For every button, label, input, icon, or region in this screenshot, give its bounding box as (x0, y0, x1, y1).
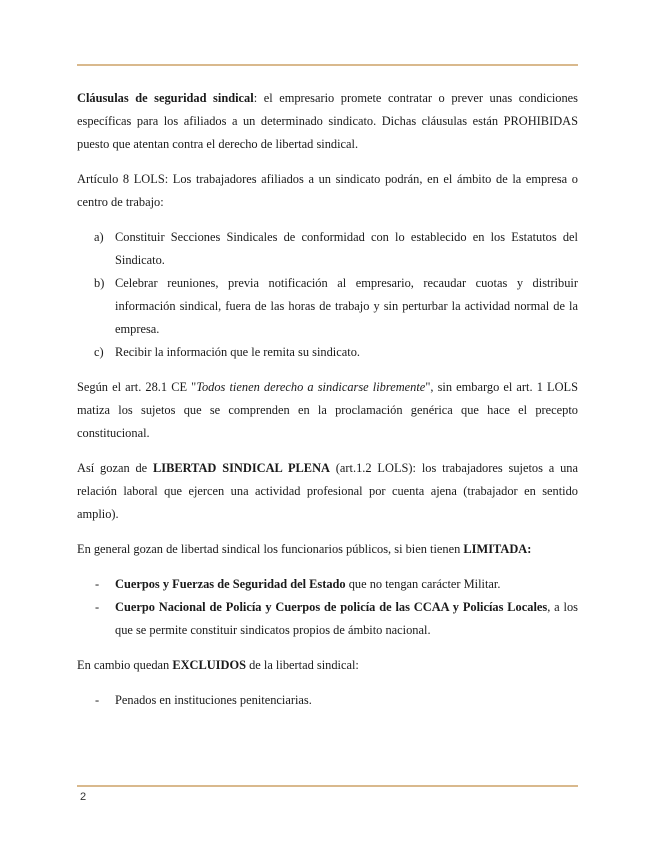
paragraph-text: ", sin embargo el art. 1 LOLS matiza los sujetos que se comprenden en la proclamación genérica que hace el precepto constitucional. (77, 380, 578, 440)
paragraph-libertad-plena (77, 457, 578, 526)
paragraph-clausulas (77, 87, 578, 156)
list-marker: a) (94, 230, 104, 244)
paragraph-text: de la libertad sindical: (246, 658, 359, 672)
term-excluidos: EXCLUIDOS (172, 658, 246, 672)
page-number: 2 (80, 791, 87, 803)
paragraph-text: (art.1.2 LOLS): los trabajadores sujetos a una relación laboral que ejercen una actividad profesional por cuenta ajena (trabajador en sentido amplio). (77, 461, 578, 521)
list-excluidos (77, 689, 578, 712)
paragraph-articulo-8: Artículo 8 LOLS: Los trabajadores afiliados a un sindicato podrán, en el ámbito de la empresa o centro de trabajo: (77, 172, 578, 209)
list-item-term: Cuerpos y Fuerzas de Seguridad del Estado (115, 577, 346, 591)
document-body (77, 87, 578, 724)
paragraph-art-28 (77, 376, 578, 445)
paragraph-text: En cambio quedan (77, 658, 173, 672)
paragraph-text: : el empresario promete contratar o prever unas condiciones específicas para los afiliados a un determinado sindicato. Dichas cláusulas están PROHIBIDAS puesto que atentan contra el derecho de libertad sindical. (77, 91, 578, 151)
list-item (77, 573, 578, 596)
list-item-text: Celebrar reuniones, previa notificación al empresario, recaudar cuotas y distribuir información sindical, fuera de las horas de trabajo y sin perturbar la actividad normal de la empresa. (115, 276, 578, 336)
paragraph-text: Según el art. 28.1 CE " (77, 380, 197, 394)
footer-rule (77, 785, 578, 787)
term-limitada: LIMITADA: (463, 542, 532, 556)
list-limitada (77, 573, 578, 642)
list-derechos (77, 226, 578, 364)
list-item (77, 689, 578, 712)
quote-ce: Todos tienen derecho a sindicarse libremente (196, 380, 426, 394)
list-item (77, 341, 578, 364)
list-item (77, 226, 578, 272)
term-clausulas: Cláusulas de seguridad sindical (77, 91, 254, 105)
list-item (77, 272, 578, 341)
list-marker: - (95, 577, 100, 591)
list-item (77, 596, 578, 642)
list-item-text: que no tengan carácter Militar. (345, 577, 501, 591)
list-item-text: , a los que se permite constituir sindicatos propios de ámbito nacional. (115, 600, 578, 637)
list-marker: - (95, 600, 100, 614)
paragraph-excluidos (77, 654, 578, 677)
list-item-text: Penados en instituciones penitenciarias. (115, 693, 312, 707)
paragraph-text: En general gozan de libertad sindical los funcionarios públicos, si bien tienen (77, 542, 464, 556)
list-item-term: Cuerpo Nacional de Policía y Cuerpos de policía de las CCAA y Policías Locales (115, 600, 548, 614)
list-marker: - (95, 693, 100, 707)
list-marker: b) (94, 276, 105, 290)
list-item-text: Constituir Secciones Sindicales de conformidad con lo establecido en los Estatutos del Sindicato. (115, 230, 578, 267)
list-marker: c) (94, 345, 104, 359)
paragraph-text: Así gozan de (77, 461, 154, 475)
paragraph-funcionarios (77, 538, 578, 561)
term-libertad-plena: LIBERTAD SINDICAL PLENA (153, 461, 330, 475)
header-rule (77, 64, 578, 66)
list-item-text: Recibir la información que le remita su sindicato. (115, 345, 360, 359)
